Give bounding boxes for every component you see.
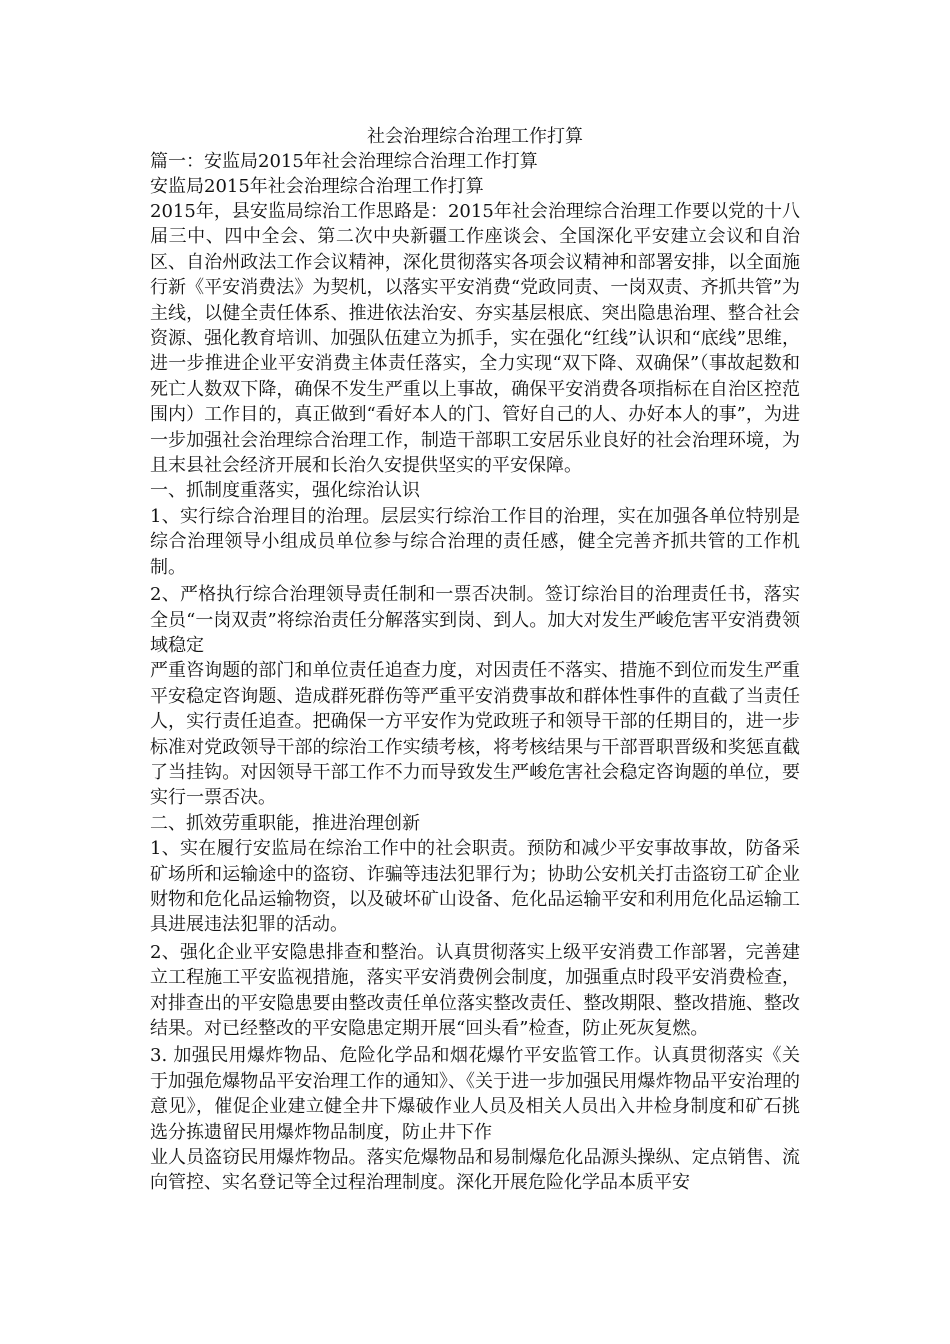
paragraph-2-3-continued: 业人员盗窃民用爆炸物品。落实危爆物品和易制爆危化品源头操纵、定点销售、流向管控、实名登记等全过程治理制度。深化开展危险化学品本质平安 [150, 1147, 800, 1194]
document-title: 社会治理综合治理工作打算 [367, 126, 583, 147]
paragraph-2-3: 3. 加强民用爆炸物品、危险化学品和烟花爆竹平安监管工作。认真贯彻落实《关于加强危爆物品平安治理工作的通知》、《关于进一步加强民用爆炸物品平安治理的意见》，催促企业建立健全井下爆破作业人员及相关人员出入井检身制度和矿石挑选分拣遗留民用爆炸物品制度，防止井下作 [150, 1045, 800, 1143]
heading-line: 安监局2015年社会治理综合治理工作打算 [150, 176, 484, 197]
section-heading-1: 一、抓制度重落实，强化综治认识 [150, 480, 420, 502]
paragraph-intro: 2015年，县安监局综治工作思路是：2015年社会治理综合治理工作要以党的十八届三中、四中全会、第二次中央新疆工作座谈会、全国深化平安建立会议和自治区、自治州政法工作会议精神，深化贯彻落实各项会议精神和部署安排，以全面施行新《平安消费法》为契机，以落实平安消费“党政同责、一岗双责、齐抓共管”为主线，以健全责任体系、推进依法治安、夯实基层根底、突出隐患治理、整合社会资源、强化教育培训、加强队伍建立为抓手，实在强化“红线”认识和“底线”思维，进一步推进企业平安消费主体责任落实，全力实现“双下降、双确保”（事故起数和死亡人数双下降，确保不发生严重以上事故，确保平安消费各项指标在自治区控范围内）工作目的，真正做到“看好本人的门、管好自己的人、办好本人的事”，为进一步加强社会治理综合治理工作，制造干部职工安居乐业良好的社会治理环境，为且末县社会经济开展和长治久安提供坚实的平安保障。 [150, 201, 800, 477]
paragraph-1-1: 1、实行综合治理目的治理。层层实行综治工作目的治理，实在加强各单位特别是综合治理领导小组成员单位参与综合治理的责任感，健全完善齐抓共管的工作机制。 [150, 505, 800, 578]
subtitle-line: 篇一：安监局2015年社会治理综合治理工作打算 [150, 151, 538, 172]
paragraph-2-2: 2、强化企业平安隐患排查和整治。认真贯彻落实上级平安消费工作部署，完善建立工程施工平安监视措施，落实平安消费例会制度，加强重点时段平安消费检查，对排查出的平安隐患要由整改责任单位落实整改责任、整改期限、整改措施、整改结果。对已经整改的平安隐患定期开展“回头看”检查，防止死灰复燃。 [150, 941, 800, 1039]
section-heading-2: 二、抓效劳重职能，推进治理创新 [150, 812, 420, 834]
paragraph-2-1: 1、实在履行安监局在综治工作中的社会职责。预防和减少平安事故事故，防备采矿场所和运输途中的盗窃、诈骗等违法犯罪行为；协助公安机关打击盗窃工矿企业财物和危化品运输物资，以及破坏矿山设备、危化品运输平安和利用危化品运输工具进展违法犯罪的活动。 [150, 838, 800, 936]
paragraph-1-2: 2、严格执行综合治理领导责任制和一票否决制。签订综治目的治理责任书，落实全员“一岗双责”将综治责任分解落实到岗、到人。加大对发生严峻危害平安消费领域稳定 [150, 584, 800, 656]
paragraph-1-2-continued: 严重咨询题的部门和单位责任追查力度，对因责任不落实、措施不到位而发生严重平安稳定咨询题、造成群死群伤等严重平安消费事故和群体性事件的直截了当责任人，实行责任追查。把确保一方平安作为党政班子和领导干部的任期目的，进一步标准对党政领导干部的综治工作实绩考核，将考核结果与干部晋职晋级和奖惩直截了当挂钩。对因领导干部工作不力而导致发生严峻危害社会稳定咨询题的单位，要实行一票否决。 [150, 660, 800, 809]
document-page [150, 124, 800, 1196]
